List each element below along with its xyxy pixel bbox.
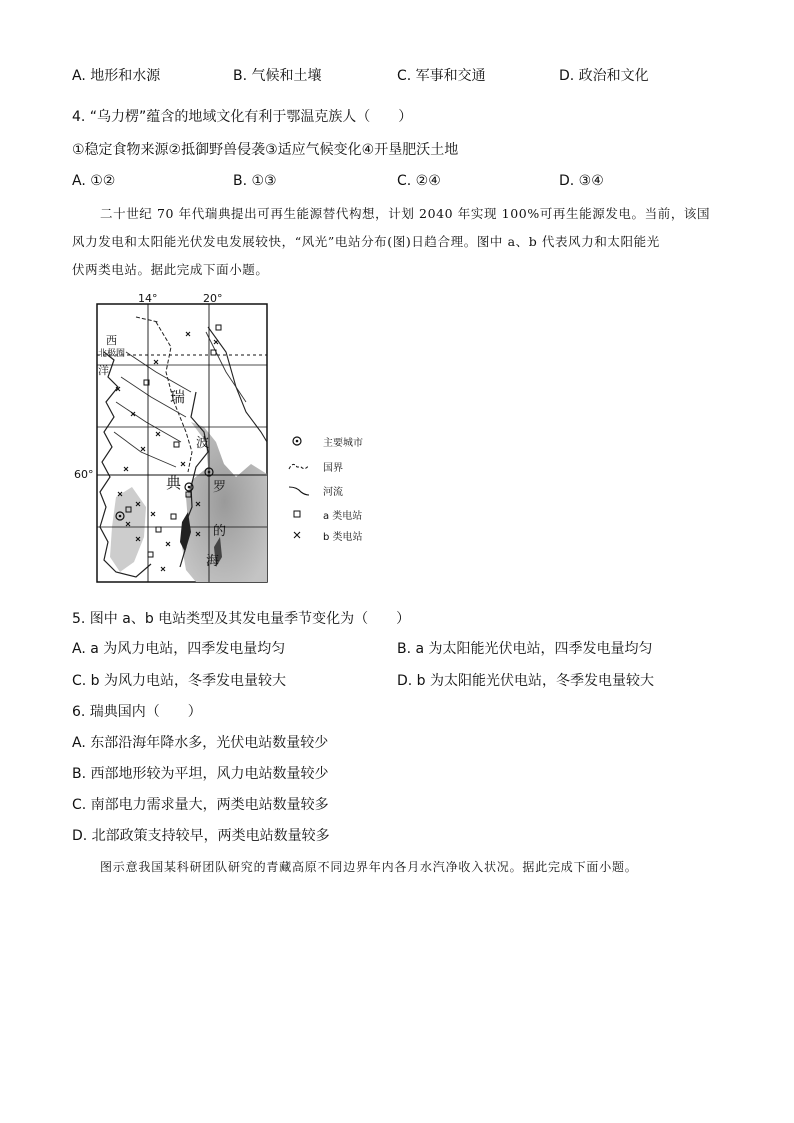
q5-option-d: D. b 为太阳能光伏电站，冬季发电量较大 [397, 673, 655, 689]
material1-line1: 二十世纪 70 年代瑞典提出可再生能源替代构想，计划 2040 年实现 100%可再生能源发电。当前，该国 [100, 206, 711, 221]
material1-line3: 伏两类电站。据此完成下面小题。 [72, 262, 269, 277]
river-line-icon [287, 483, 311, 497]
longitude-label-20: 20° [203, 292, 223, 305]
q3-option-d: D. 政治和文化 [559, 68, 649, 84]
map-label-hai: 海 [206, 554, 220, 569]
square-station-icon [291, 507, 305, 521]
cross-station-icon [291, 528, 305, 542]
map-label-rui: 瑞 [170, 388, 186, 406]
map-label-yang: 洋 [98, 364, 109, 377]
q4-option-a: A. ①② [72, 173, 116, 189]
q5-stem: 5. 图中 a、b 电站类型及其发电量季节变化为（ ） [72, 611, 411, 627]
material1-line2: 风力发电和太阳能光伏发电发展较快，“风光”电站分布(图)日趋合理。图中 a、b 代表风力和太阳能光 [72, 234, 660, 249]
sweden-power-station-map: 14° 20° 60° 西 北极圈 洋 瑞 典 波 罗 的 海 主要城市 国界 河流 a 类电站 b 类电站 [96, 292, 376, 601]
q4-option-d: D. ③④ [559, 173, 604, 189]
material-paragraph-2: 图示意我国某科研团队研究的青藏高原不同边界年内各月水汽净收入状况。据此完成下面小题。 [100, 860, 638, 874]
q4-items: ①稳定食物来源②抵御野兽侵袭③适应气候变化④开垦肥沃土地 [72, 142, 459, 158]
q4-option-b: B. ①③ [233, 173, 277, 189]
map-label-arctic-circle: 北极圈 [98, 349, 126, 359]
q5-option-b: B. a 为太阳能光伏电站，四季发电量均匀 [397, 641, 653, 657]
material-paragraph-1 [72, 200, 722, 284]
q3-option-c: C. 军事和交通 [397, 68, 486, 84]
map-label-dian: 典 [166, 474, 182, 492]
q6-option-b: B. 西部地形较为平坦，风力电站数量较少 [72, 766, 329, 782]
q6-option-d: D. 北部政策支持较早，两类电站数量较多 [72, 828, 330, 844]
q6-option-c: C. 南部电力需求量大，两类电站数量较多 [72, 797, 329, 813]
q6-stem: 6. 瑞典国内（ ） [72, 704, 202, 720]
q6-option-a: A. 东部沿海年降水多，光伏电站数量较少 [72, 735, 329, 751]
q5-option-c: C. b 为风力电站，冬季发电量较大 [72, 673, 287, 689]
latitude-label-60: 60° [74, 468, 94, 481]
map-label-xi: 西 [106, 334, 117, 347]
border-line-icon [287, 459, 311, 473]
longitude-label-14: 14° [138, 292, 158, 305]
map-label-bo: 波 [196, 436, 210, 451]
map-label-de: 的 [213, 524, 227, 539]
map-label-luo: 罗 [213, 480, 227, 495]
q3-option-a: A. 地形和水源 [72, 68, 161, 84]
q3-option-b: B. 气候和土壤 [233, 68, 322, 84]
q5-option-a: A. a 为风力电站，四季发电量均匀 [72, 641, 286, 657]
q4-option-c: C. ②④ [397, 173, 441, 189]
q4-stem: 4. “乌力楞”蕴含的地域文化有利于鄂温克族人（ ） [72, 109, 413, 125]
city-symbol-icon [291, 434, 305, 448]
